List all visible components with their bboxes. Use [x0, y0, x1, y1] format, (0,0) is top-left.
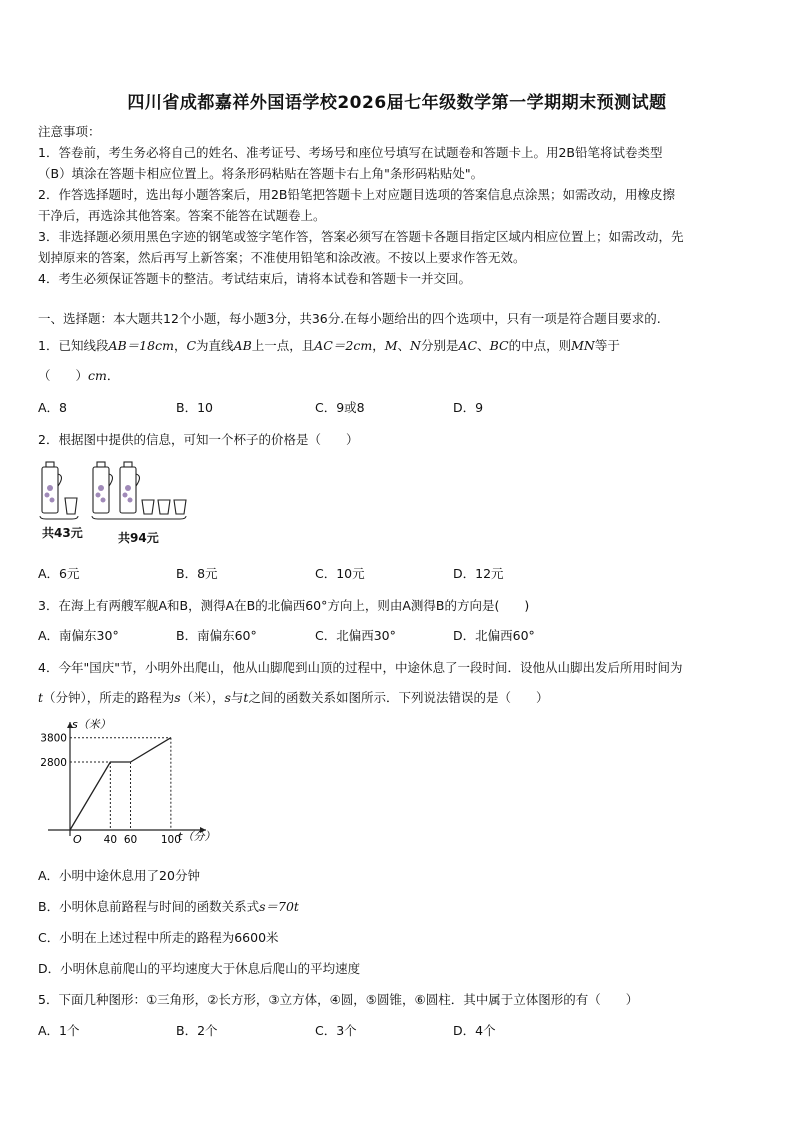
notice-line: 3．非选择题必须用黑色字迹的钢笔或签字笔作答，答案必须写在答题卡各题目指定区域内相应位置上；如需改动，先 — [38, 229, 684, 244]
q3-option-a: A．南偏东30° — [38, 628, 119, 643]
notice-heading: 注意事项： — [38, 124, 101, 139]
notice-line: 划掉原来的答案，然后再写上新答案；不准使用铅笔和涂改液。不按以上要求作答无效。 — [38, 250, 526, 265]
x-tick-label: 100 — [160, 834, 181, 846]
notice-line: 1．答卷前，考生务必将自己的姓名、准考证号、考场号和座位号填写在试题卷和答题卡上。用2B铅笔将试卷类型 — [38, 145, 663, 160]
q1-option-b: B．10 — [176, 400, 213, 415]
brace-1 — [40, 516, 78, 519]
thermos-cups-figure — [38, 460, 198, 520]
question-1-blank: （ ）cm． — [38, 368, 120, 383]
q3-option-b: B．南偏东60° — [176, 628, 257, 643]
origin-label: O — [73, 833, 82, 846]
q1-option-a: A．8 — [38, 400, 68, 415]
y-tick-label: 3800 — [40, 732, 67, 745]
question-1-stem: 1．已知线段AB＝18cm，C为直线AB上一点，且AC＝2cm，M、N分别是AC、BC的中点，则MN等于 — [38, 338, 620, 353]
q5-option-a: A．1个 — [38, 1023, 80, 1038]
q2-option-d: D．12元 — [453, 566, 504, 581]
q4-option-b: B．小明休息前路程与时间的函数关系式s＝70t — [38, 899, 299, 914]
q3-option-d: D．北偏西60° — [453, 628, 535, 643]
q5-option-b: B．2个 — [176, 1023, 218, 1038]
cup-icon — [65, 498, 77, 514]
q5-option-c: C．3个 — [315, 1023, 357, 1038]
thermos-icon — [42, 462, 62, 513]
question-4-line2: t（分钟），所走的路程为s（米），s与t之间的函数关系如图所示．下列说法错误的是（ ） — [38, 690, 549, 705]
question-2-stem: 2．根据图中提供的信息，可知一个杯子的价格是（ ） — [38, 432, 359, 447]
question-5-stem: 5．下面几种图形：①三角形，②长方形，③立方体，④圆，⑤圆锥，⑥圆柱．其中属于立体图形的有（ ） — [38, 992, 639, 1007]
q2-option-a: A．6元 — [38, 566, 80, 581]
x-axis-label: t（分） — [178, 830, 216, 843]
q3-option-c: C．北偏西30° — [315, 628, 396, 643]
q2-option-b: B．8元 — [176, 566, 218, 581]
x-tick-label: 60 — [123, 834, 138, 846]
notice-line: （B）填涂在答题卡相应位置上。将条形码粘贴在答题卡右上角"条形码粘贴处"。 — [38, 166, 484, 181]
brace-2 — [92, 516, 186, 519]
figure-label-94: 共94元 — [118, 531, 159, 545]
figure-label-43: 共43元 — [42, 526, 83, 540]
q2-option-c: C．10元 — [315, 566, 365, 581]
notice-line: 干净后，再选涂其他答案。答案不能答在试题卷上。 — [38, 208, 326, 223]
thermos-icon — [93, 462, 113, 513]
question-3-stem: 3．在海上有两艘军舰A和B，测得A在B的北偏西60°方向上，则由A测得B的方向是( ) — [38, 598, 530, 613]
distance-time-chart — [36, 712, 226, 852]
section-heading: 一、选择题：本大题共12个小题，每小题3分，共36分.在每小题给出的四个选项中，只有一项是符合题目要求的. — [38, 311, 661, 326]
series-line — [70, 738, 171, 830]
x-tick-label: 40 — [103, 834, 118, 846]
cup-icon — [142, 500, 186, 514]
q4-option-d: D．小明休息前爬山的平均速度大于休息后爬山的平均速度 — [38, 961, 361, 976]
notice-line: 4．考生必须保证答题卡的整洁。考试结束后，请将本试卷和答题卡一并交回。 — [38, 271, 471, 286]
thermos-icon — [120, 462, 140, 513]
q1-option-c: C．9或8 — [315, 400, 365, 415]
q5-option-d: D．4个 — [453, 1023, 496, 1038]
y-axis-label: s（米） — [72, 718, 111, 731]
question-4-line1: 4．今年"国庆"节，小明外出爬山，他从山脚爬到山顶的过程中，中途休息了一段时间．设他从山脚出发后所用时间为 — [38, 660, 683, 675]
q4-option-c: C．小明在上述过程中所走的路程为6600米 — [38, 930, 279, 945]
q1-option-d: D．9 — [453, 400, 484, 415]
y-tick-label: 2800 — [40, 757, 67, 769]
notice-line: 2．作答选择题时，选出每小题答案后，用2B铅笔把答题卡上对应题目选项的答案信息点涂黑；如需改动，用橡皮擦 — [38, 187, 675, 202]
q4-option-a: A．小明中途休息用了20分钟 — [38, 868, 200, 883]
page-title: 四川省成都嘉祥外国语学校2026届七年级数学第一学期期末预测试题 — [127, 93, 667, 113]
